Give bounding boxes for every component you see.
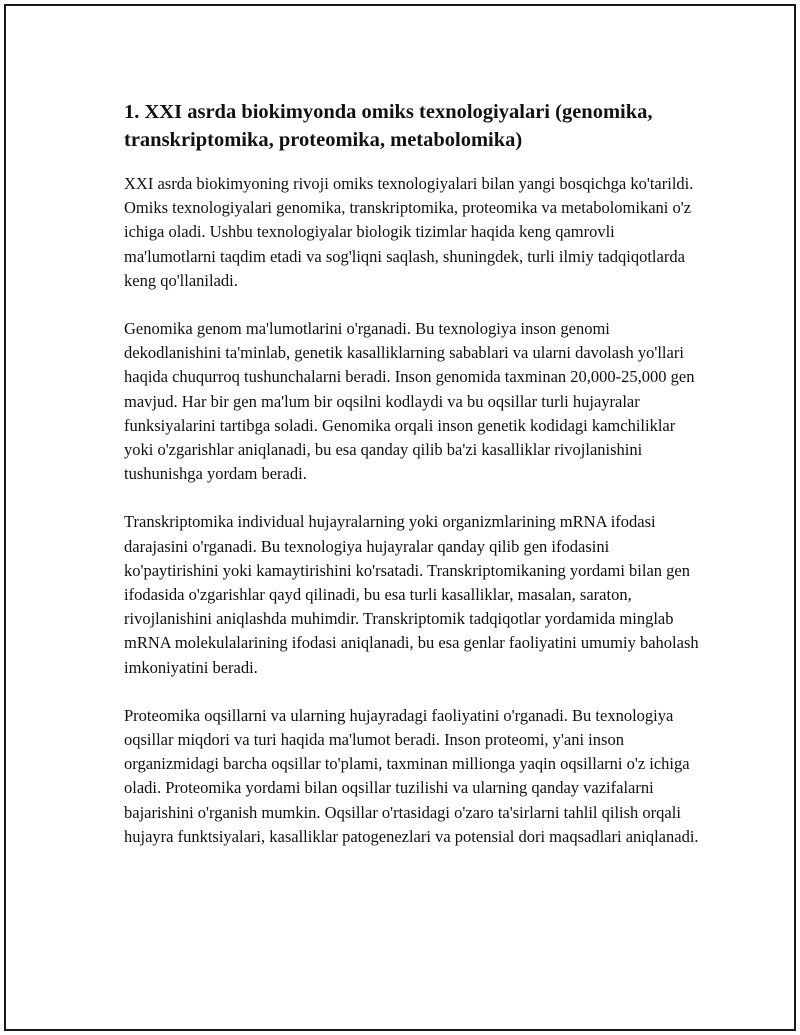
paragraph-intro: XXI asrda biokimyoning rivoji omiks texnologiyalari bilan yangi bosqichga ko'tarildi. Omiks texnologiyalari genomika, transkriptomika, proteomika va metabolomikani o'z ichiga oladi. Ushbu texnologiyalar biologik tizimlar haqida keng qamrovli ma'lumotlarni taqdim etadi va sog'liqni saqlash, shuningdek, turli ilmiy tadqiqotlarda keng qo'llaniladi. xyxy=(124,174,694,290)
document-page xyxy=(4,4,796,1031)
paragraph-genomics: Genomika genom ma'lumotlarini o'rganadi. Bu texnologiya inson genomi dekodlanishini ta'minlab, genetik kasalliklarning sabablari va ularni davolash yo'llari haqida chuqurroq tushunchalarni beradi. Inson genomida taxminan 20,000-25,000 gen mavjud. Har bir gen ma'lum bir oqsilni kodlaydi va bu oqsillar turli hujayralar funksiyalarini tartibga soladi. Genomika orqali inson genetik kodidagi kamchiliklar yoki o'zgarishlar aniqlanadi, bu esa qanday qilib ba'zi kasalliklar rivojlanishini tushunishga yordam beradi. xyxy=(124,319,695,484)
section-title: 1. XXI asrda biokimyonda omiks texnologiyalari (genomika, transkriptomika, proteomika, metabolomika) xyxy=(124,101,653,151)
paragraph-transcriptomics: Transkriptomika individual hujayralarning yoki organizmlarining mRNA ifodasi darajasini o'rganadi. Bu texnologiya hujayralar qanday qilib gen ifodasini ko'paytirishini yoki kamaytirishini ko'rsatadi. Transkriptomikaning yordami bilan gen ifodasida o'zgarishlar qayd qilinadi, bu esa turli kasalliklar, masalan, saraton, rivojlanishini aniqlashda muhimdir. Transkriptomik tadqiqotlar yordamida minglab mRNA molekulalarining ifodasi aniqlanadi, bu esa genlar faoliyatini umumiy baholash imkoniyatini beradi. xyxy=(124,512,699,677)
paragraph-proteomics: Proteomika oqsillarni va ularning hujayradagi faoliyatini o'rganadi. Bu texnologiya oqsillar miqdori va turi haqida ma'lumot beradi. Inson proteomi, y'ani inson organizmidagi barcha oqsillar to'plami, taxminan millionga yaqin oqsillarni o'z ichiga oladi. Proteomika yordami bilan oqsillar tuzilishi va ularning qanday vazifalarni bajarishini o'rganish mumkin. Oqsillar o'rtasidagi o'zaro ta'sirlarni tahlil qilish orqali hujayra funktsiyalari, kasalliklar patogenezlari va potensial dori maqsadlari aniqlanadi. xyxy=(124,705,699,846)
document-body xyxy=(124,98,700,873)
